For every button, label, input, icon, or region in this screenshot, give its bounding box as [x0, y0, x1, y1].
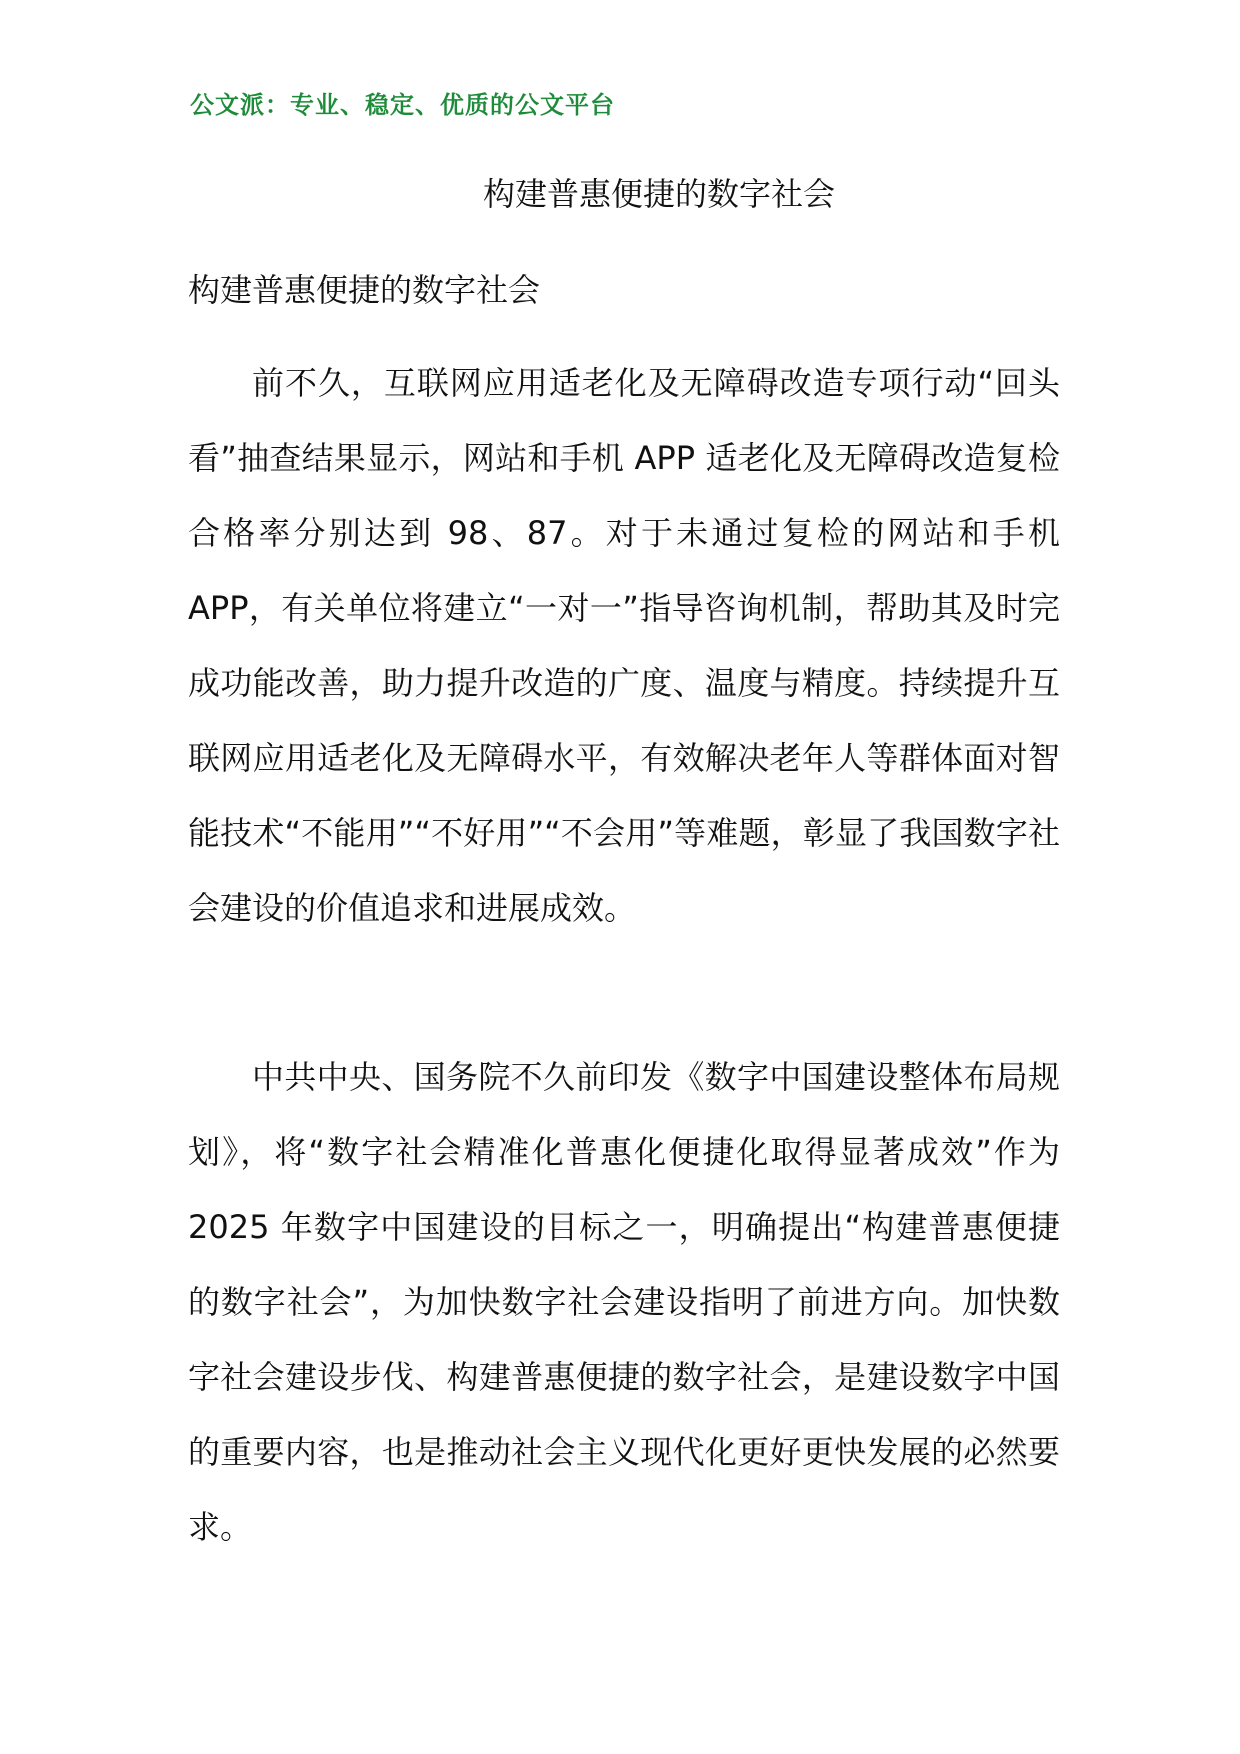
document-title: 构建普惠便捷的数字社会 — [482, 175, 835, 213]
body-paragraph: 前不久，互联网应用适老化及无障碍改造专项行动“回头看”抽查结果显示，网站和手机 APP 适老化及无障碍改造复检合格率分别达到 98、87。对于未通过复检的网站和手机 APP，有关单位将建立“一对一”指导咨询机制，帮助其及时完成功能改善，助力提升改造的广度、温度与精度。持续提升互联网应用适老化及无障碍水平，有效解决老年人等群体面对智能技术“不能用”“不好用”“不会用”等难题，彰显了我国数字社会建设的价值追求和进展成效。 — [188, 364, 1060, 927]
document-subtitle: 构建普惠便捷的数字社会 — [188, 271, 541, 309]
site-banner: 公文派：专业、稳定、优质的公文平台 — [190, 91, 615, 119]
body-paragraph: 中共中央、国务院不久前印发《数字中国建设整体布局规划》，将“数字社会精准化普惠化便捷化取得显著成效”作为 2025 年数字中国建设的目标之一，明确提出“构建普惠便捷的数字社会”，为加快数字社会建设指明了前进方向。加快数字社会建设步伐、构建普惠便捷的数字社会，是建设数字中国的重要内容，也是推动社会主义现代化更好更快发展的必然要求。 — [188, 1058, 1060, 1546]
